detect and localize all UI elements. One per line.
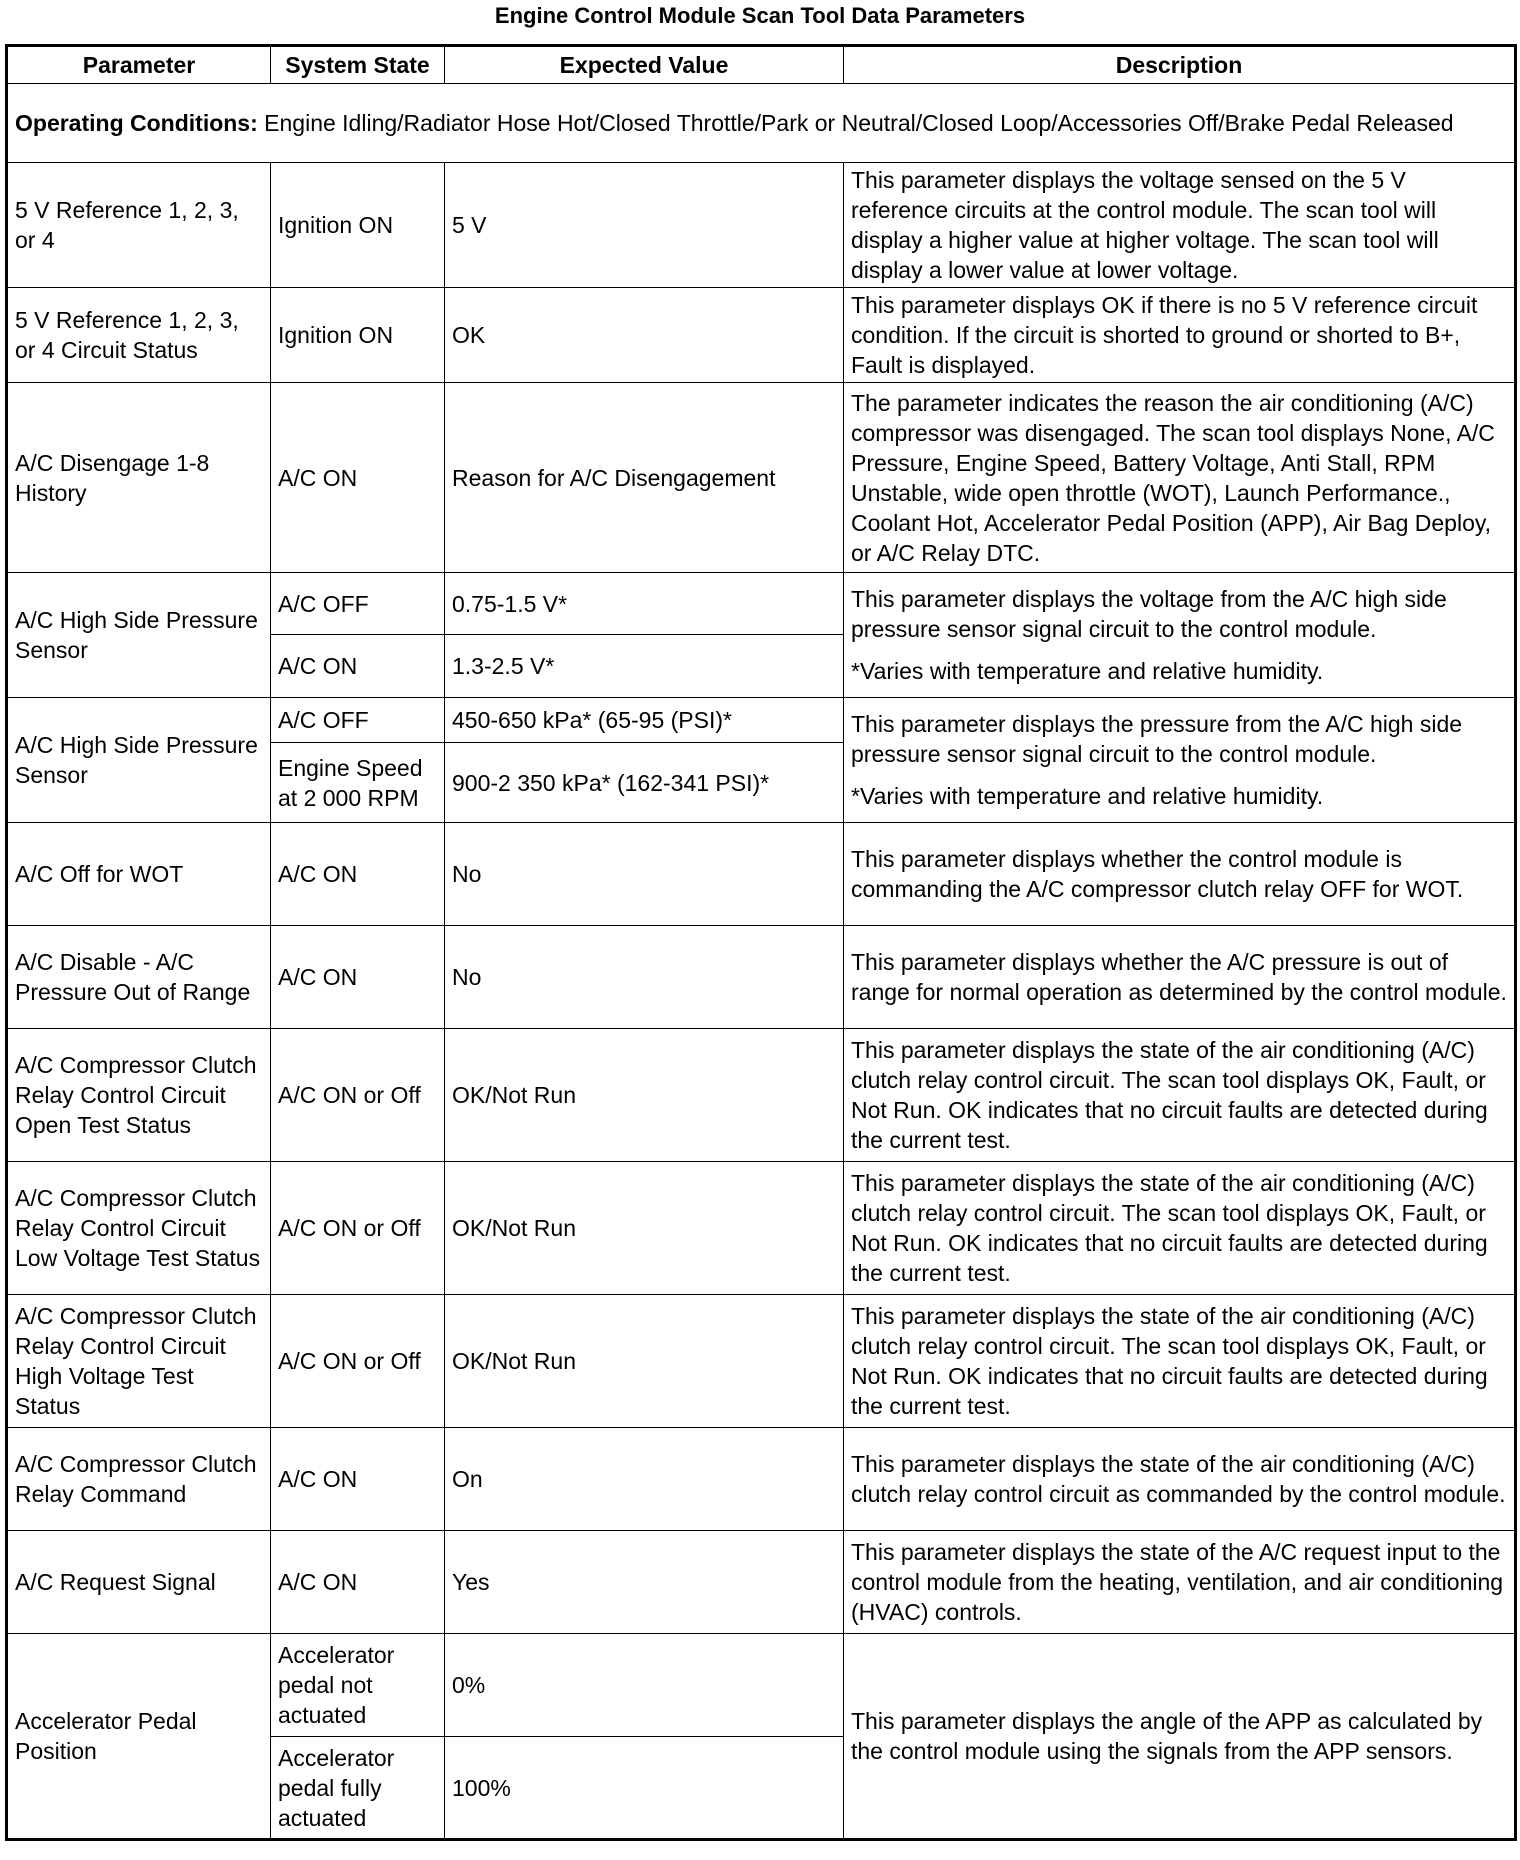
description-cell xyxy=(844,573,1516,698)
table-header-row xyxy=(7,46,1516,84)
description-cell: This parameter displays whether the control module is commanding the A/C compressor clutch relay OFF for WOT. xyxy=(844,823,1516,926)
description-cell: This parameter displays the state of the air conditioning (A/C) clutch relay control circuit as commanded by the control module. xyxy=(844,1428,1516,1531)
parameter-cell: 5 V Reference 1, 2, 3, or 4 Circuit Status xyxy=(7,288,271,383)
system-state-cell: A/C ON or Off xyxy=(271,1029,445,1162)
table-row xyxy=(7,1531,1516,1634)
description-footnote: *Varies with temperature and relative humidity. xyxy=(851,783,1324,809)
operating-conditions-text: Engine Idling/Radiator Hose Hot/Closed Throttle/Park or Neutral/Closed Loop/Accessories Off/Brake Pedal Released xyxy=(257,110,1454,136)
system-state-cell: Ignition ON xyxy=(271,163,445,288)
system-state-cell: A/C ON or Off xyxy=(271,1162,445,1295)
parameter-cell: A/C Off for WOT xyxy=(7,823,271,926)
system-state-cell: A/C OFF xyxy=(271,698,445,743)
expected-value-cell: OK/Not Run xyxy=(445,1029,844,1162)
table-row xyxy=(7,383,1516,573)
table-row xyxy=(7,1162,1516,1295)
parameter-cell: 5 V Reference 1, 2, 3, or 4 xyxy=(7,163,271,288)
table-row xyxy=(7,1428,1516,1531)
expected-value-cell: 100% xyxy=(445,1737,844,1840)
parameter-cell: A/C Request Signal xyxy=(7,1531,271,1634)
system-state-cell: A/C OFF xyxy=(271,573,445,635)
description-text: This parameter displays the voltage from the A/C high side pressure sensor signal circuit to the control module. xyxy=(851,586,1447,642)
system-state-cell: A/C ON xyxy=(271,926,445,1029)
system-state-cell: Engine Speed at 2 000 RPM xyxy=(271,743,445,823)
expected-value-cell: 450-650 kPa* (65-95 (PSI)* xyxy=(445,698,844,743)
table-row xyxy=(7,1029,1516,1162)
system-state-cell: A/C ON xyxy=(271,1531,445,1634)
system-state-cell: Accelerator pedal not actuated xyxy=(271,1634,445,1737)
description-cell: This parameter displays the state of the air conditioning (A/C) clutch relay control circuit. The scan tool displays OK, Fault, or Not Run. OK indicates that no circuit faults are detected during the current test. xyxy=(844,1029,1516,1162)
expected-value-cell: No xyxy=(445,823,844,926)
table-row xyxy=(7,1295,1516,1428)
expected-value-cell: 900-2 350 kPa* (162-341 PSI)* xyxy=(445,743,844,823)
description-cell: This parameter displays the angle of the APP as calculated by the control module using the signals from the APP sensors. xyxy=(844,1634,1516,1840)
system-state-cell: Accelerator pedal fully actuated xyxy=(271,1737,445,1840)
header-parameter: Parameter xyxy=(7,46,271,84)
description-cell: This parameter displays the state of the air conditioning (A/C) clutch relay control circuit. The scan tool displays OK, Fault, or Not Run. OK indicates that no circuit faults are detected during the current test. xyxy=(844,1295,1516,1428)
expected-value-cell: OK/Not Run xyxy=(445,1162,844,1295)
description-cell: The parameter indicates the reason the air conditioning (A/C) compressor was disengaged. The scan tool displays None, A/C Pressure, Engine Speed, Battery Voltage, Anti Stall, RPM Unstable, wide open throttle (WOT), Launch Performance., Coolant Hot, Accelerator Pedal Position (APP), Air Bag Deploy, or A/C Relay DTC. xyxy=(844,383,1516,573)
header-description: Description xyxy=(844,46,1516,84)
system-state-cell: A/C ON xyxy=(271,823,445,926)
expected-value-cell: 1.3-2.5 V* xyxy=(445,635,844,698)
system-state-cell: A/C ON or Off xyxy=(271,1295,445,1428)
expected-value-cell: Yes xyxy=(445,1531,844,1634)
parameter-cell: A/C Compressor Clutch Relay Control Circuit Low Voltage Test Status xyxy=(7,1162,271,1295)
expected-value-cell: 5 V xyxy=(445,163,844,288)
table-row xyxy=(7,823,1516,926)
table-row xyxy=(7,573,1516,635)
parameter-cell: A/C Disable - A/C Pressure Out of Range xyxy=(7,926,271,1029)
expected-value-cell: On xyxy=(445,1428,844,1531)
header-expected-value: Expected Value xyxy=(445,46,844,84)
system-state-cell: A/C ON xyxy=(271,635,445,698)
description-cell: This parameter displays OK if there is no 5 V reference circuit condition. If the circuit is shorted to ground or shorted to B+, Fault is displayed. xyxy=(844,288,1516,383)
description-text: This parameter displays the pressure from the A/C high side pressure sensor signal circuit to the control module. xyxy=(851,711,1463,767)
parameter-cell: A/C Disengage 1-8 History xyxy=(7,383,271,573)
scan-tool-parameter-table xyxy=(5,44,1517,1841)
operating-conditions-row xyxy=(7,84,1516,163)
table-row xyxy=(7,1634,1516,1737)
parameter-cell: A/C High Side Pressure Sensor xyxy=(7,573,271,698)
expected-value-cell: 0% xyxy=(445,1634,844,1737)
description-cell: This parameter displays the voltage sensed on the 5 V reference circuits at the control module. The scan tool will display a higher value at higher voltage. The scan tool will display a lower value at lower voltage. xyxy=(844,163,1516,288)
table-row xyxy=(7,163,1516,288)
page-title: Engine Control Module Scan Tool Data Parameters xyxy=(494,3,1026,28)
table-row xyxy=(7,288,1516,383)
operating-conditions-label: Operating Conditions: xyxy=(15,110,258,136)
expected-value-cell: 0.75-1.5 V* xyxy=(445,573,844,635)
parameter-cell: Accelerator Pedal Position xyxy=(7,1634,271,1840)
header-system-state: System State xyxy=(271,46,445,84)
system-state-cell: Ignition ON xyxy=(271,288,445,383)
description-cell xyxy=(844,698,1516,823)
parameter-cell: A/C Compressor Clutch Relay Command xyxy=(7,1428,271,1531)
parameter-cell: A/C Compressor Clutch Relay Control Circuit High Voltage Test Status xyxy=(7,1295,271,1428)
description-cell: This parameter displays the state of the A/C request input to the control module from the heating, ventilation, and air conditioning (HVAC) controls. xyxy=(844,1531,1516,1634)
expected-value-cell: Reason for A/C Disengagement xyxy=(445,383,844,573)
parameter-cell: A/C Compressor Clutch Relay Control Circuit Open Test Status xyxy=(7,1029,271,1162)
expected-value-cell: OK xyxy=(445,288,844,383)
table-row xyxy=(7,926,1516,1029)
expected-value-cell: No xyxy=(445,926,844,1029)
expected-value-cell: OK/Not Run xyxy=(445,1295,844,1428)
description-cell: This parameter displays whether the A/C pressure is out of range for normal operation as determined by the control module. xyxy=(844,926,1516,1029)
description-footnote: *Varies with temperature and relative humidity. xyxy=(851,658,1324,684)
parameter-cell: A/C High Side Pressure Sensor xyxy=(7,698,271,823)
table-row xyxy=(7,698,1516,743)
description-cell: This parameter displays the state of the air conditioning (A/C) clutch relay control circuit. The scan tool displays OK, Fault, or Not Run. OK indicates that no circuit faults are detected during the current test. xyxy=(844,1162,1516,1295)
system-state-cell: A/C ON xyxy=(271,1428,445,1531)
system-state-cell: A/C ON xyxy=(271,383,445,573)
operating-conditions xyxy=(7,84,1516,163)
